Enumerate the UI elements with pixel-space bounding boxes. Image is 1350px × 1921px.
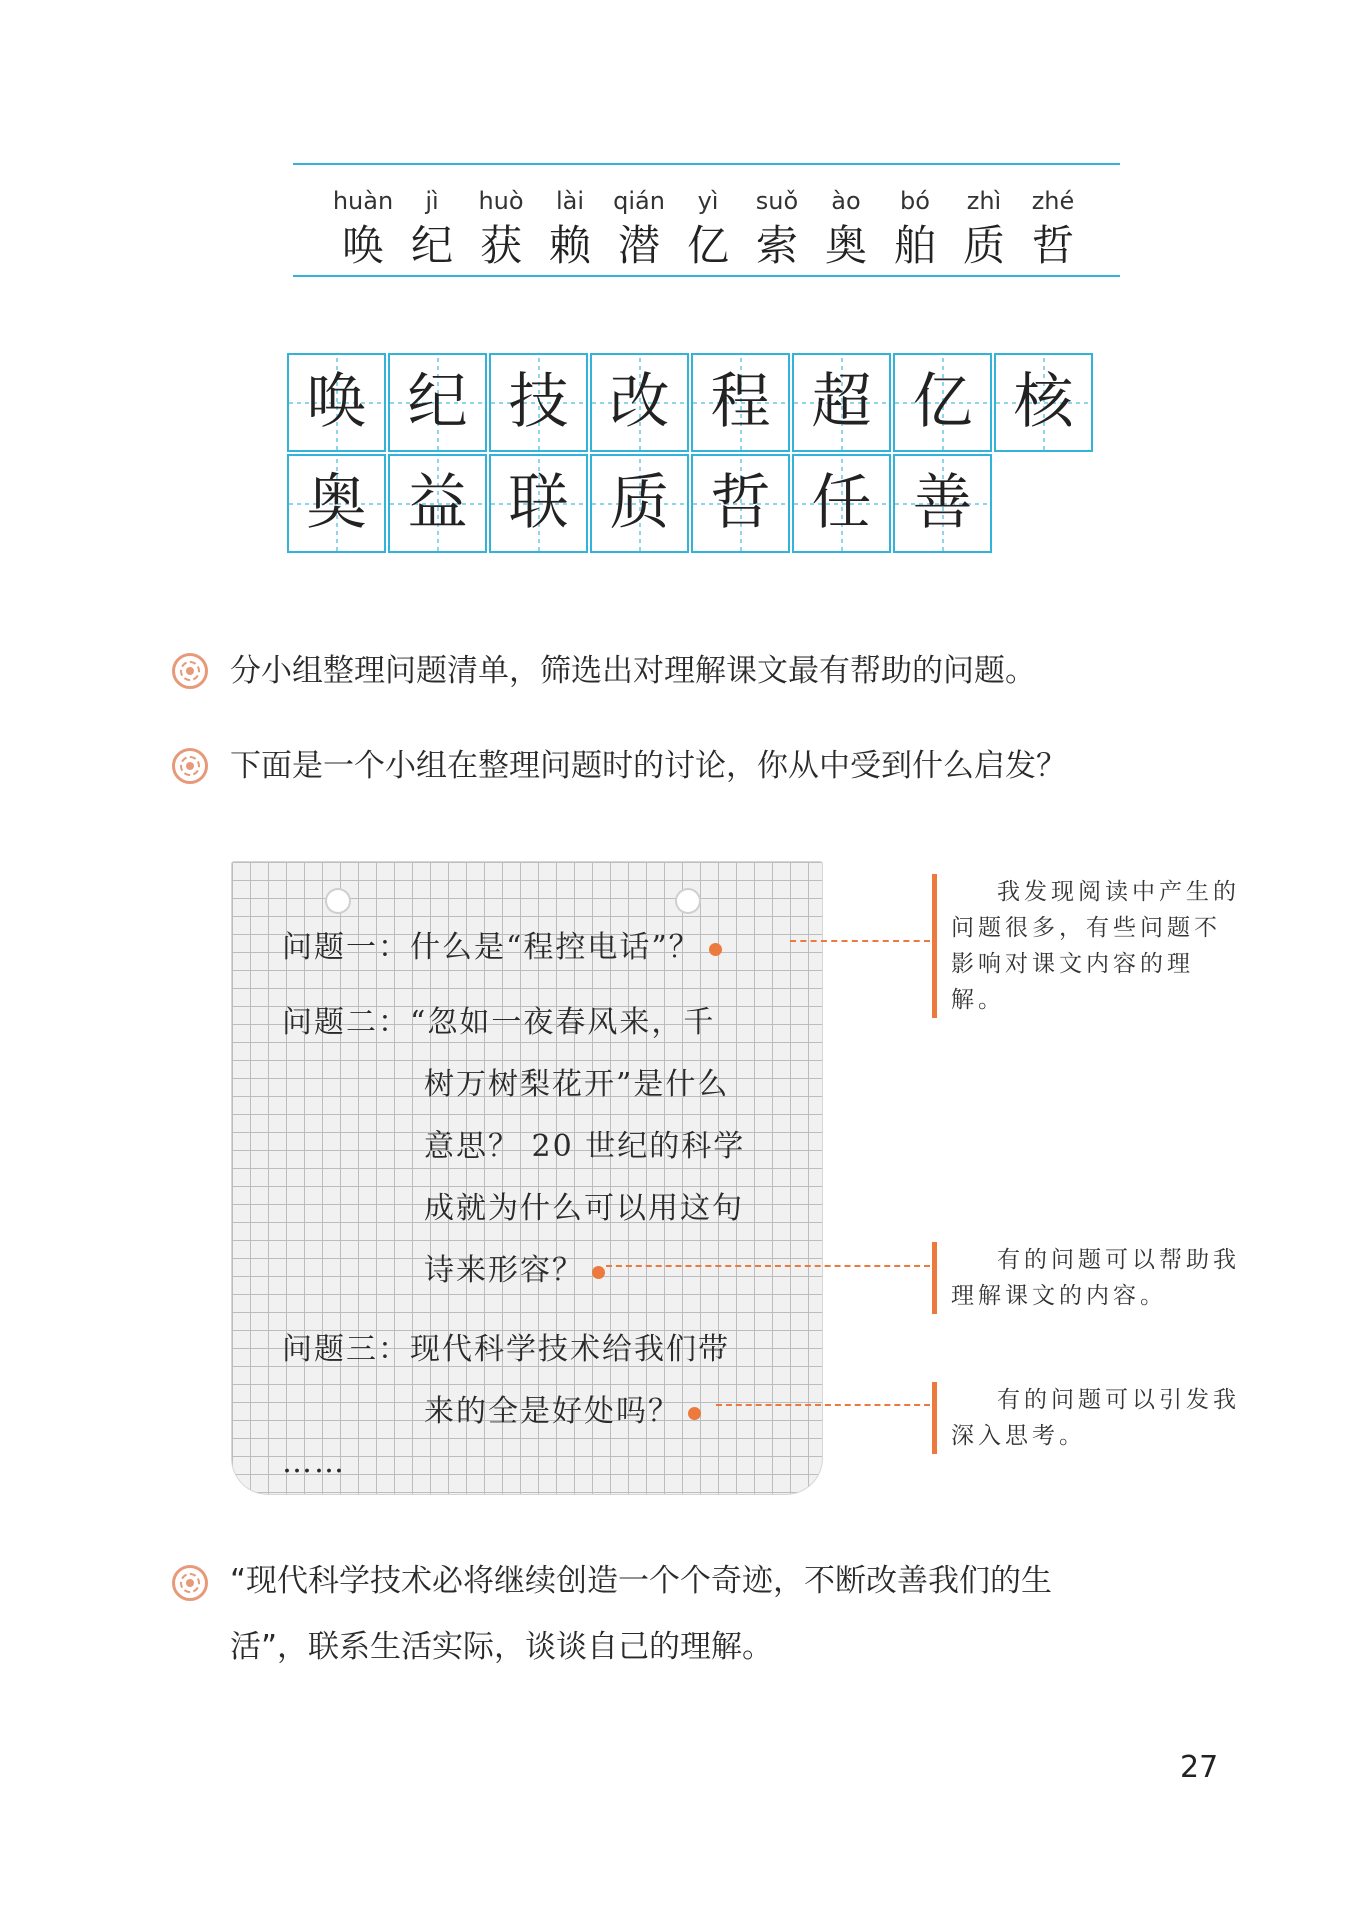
grid-cell: 任: [792, 454, 891, 553]
grid-cell: 超: [792, 353, 891, 452]
seal-icon: [172, 653, 208, 689]
pinyin: zhé: [1031, 187, 1075, 215]
writing-grid-row-1: [287, 353, 1095, 452]
task-3-line-1: “现代科学技术必将继续创造一个个奇迹，不断改善我们的生: [230, 1563, 1053, 1599]
grid-cell: 纪: [388, 353, 487, 452]
question-2-line-3: 意思？ 20 世纪的科学: [424, 1129, 746, 1164]
grid-cell: 技: [489, 353, 588, 452]
grid-cell: 程: [691, 353, 790, 452]
notebook-paper: [232, 862, 822, 1494]
seal-icon: [172, 748, 208, 784]
character: 亿: [686, 221, 729, 270]
marker-dot: [592, 1266, 605, 1279]
side-note-2: 有的问题可以帮助我理解课文的内容。: [932, 1242, 1241, 1314]
side-note-3: 有的问题可以引发我深入思考。: [932, 1382, 1241, 1454]
pinyin: suǒ: [755, 187, 799, 215]
seal-icon: [172, 1565, 208, 1601]
character: 纪: [410, 221, 453, 270]
connector-line: [716, 1404, 930, 1406]
character: 舶: [893, 221, 936, 270]
grid-cell: 质: [590, 454, 689, 553]
grid-cell: 核: [994, 353, 1093, 452]
grid-cell: 哲: [691, 454, 790, 553]
character: 奥: [824, 221, 867, 270]
connector-line: [606, 1265, 930, 1267]
marker-dot: [709, 943, 722, 956]
pinyin: zhì: [966, 187, 1002, 215]
grid-cell: 联: [489, 454, 588, 553]
grid-cell: 唤: [287, 353, 386, 452]
question-2-line-5: [424, 1245, 605, 1289]
pinyin: lài: [555, 187, 585, 215]
question-1-text: 问题一：什么是“程控电话”？: [282, 930, 701, 965]
character: 索: [755, 221, 798, 270]
task-1-text: 分小组整理问题清单，筛选出对理解课文最有帮助的问题。: [230, 653, 1036, 689]
character: 获: [479, 221, 522, 270]
grid-cell: 益: [388, 454, 487, 553]
pinyin: bó: [900, 187, 930, 215]
character: 唤: [341, 221, 384, 270]
character: 赖: [548, 221, 591, 270]
question-2-line-1: 问题二：“忽如一夜春风来，千: [282, 1005, 716, 1040]
page-number: 27: [1180, 1750, 1219, 1785]
character: 质: [962, 221, 1005, 270]
question-2-line-5-text: 诗来形容？: [424, 1253, 584, 1288]
grid-cell: 奥: [287, 454, 386, 553]
question-1: [282, 922, 722, 966]
pinyin: huàn: [332, 187, 394, 215]
new-words-band: [293, 163, 1120, 277]
question-3-line-2-text: 来的全是好处吗？: [424, 1394, 680, 1429]
marker-dot: [688, 1407, 701, 1420]
connector-line: [790, 940, 930, 942]
pinyin: huò: [478, 187, 524, 215]
question-3-line-1: 问题三：现代科学技术给我们带: [282, 1332, 730, 1367]
grid-cell: 改: [590, 353, 689, 452]
grid-cell: 善: [893, 454, 992, 553]
question-2-line-2: 树万树梨花开”是什么: [424, 1067, 730, 1102]
pinyin: jì: [425, 187, 439, 215]
pinyin: qián: [613, 187, 665, 215]
task-3-line-2: 活”，联系生活实际，谈谈自己的理解。: [230, 1629, 774, 1665]
writing-grid-row-2: [287, 454, 994, 553]
pinyin: ào: [831, 187, 861, 215]
question-2-line-4: 成就为什么可以用这句: [424, 1191, 744, 1226]
punch-hole: [327, 890, 349, 912]
side-note-1: 我发现阅读中产生的问题很多，有些问题不影响对课文内容的理解。: [932, 874, 1241, 1018]
ellipsis: ……: [282, 1445, 346, 1480]
grid-cell: 亿: [893, 353, 992, 452]
character: 潜: [617, 221, 660, 270]
punch-hole: [677, 890, 699, 912]
task-2-text: 下面是一个小组在整理问题时的讨论，你从中受到什么启发？: [230, 748, 1067, 784]
pinyin: yì: [697, 187, 719, 215]
question-3-line-2: [424, 1386, 701, 1430]
character: 哲: [1031, 221, 1074, 270]
